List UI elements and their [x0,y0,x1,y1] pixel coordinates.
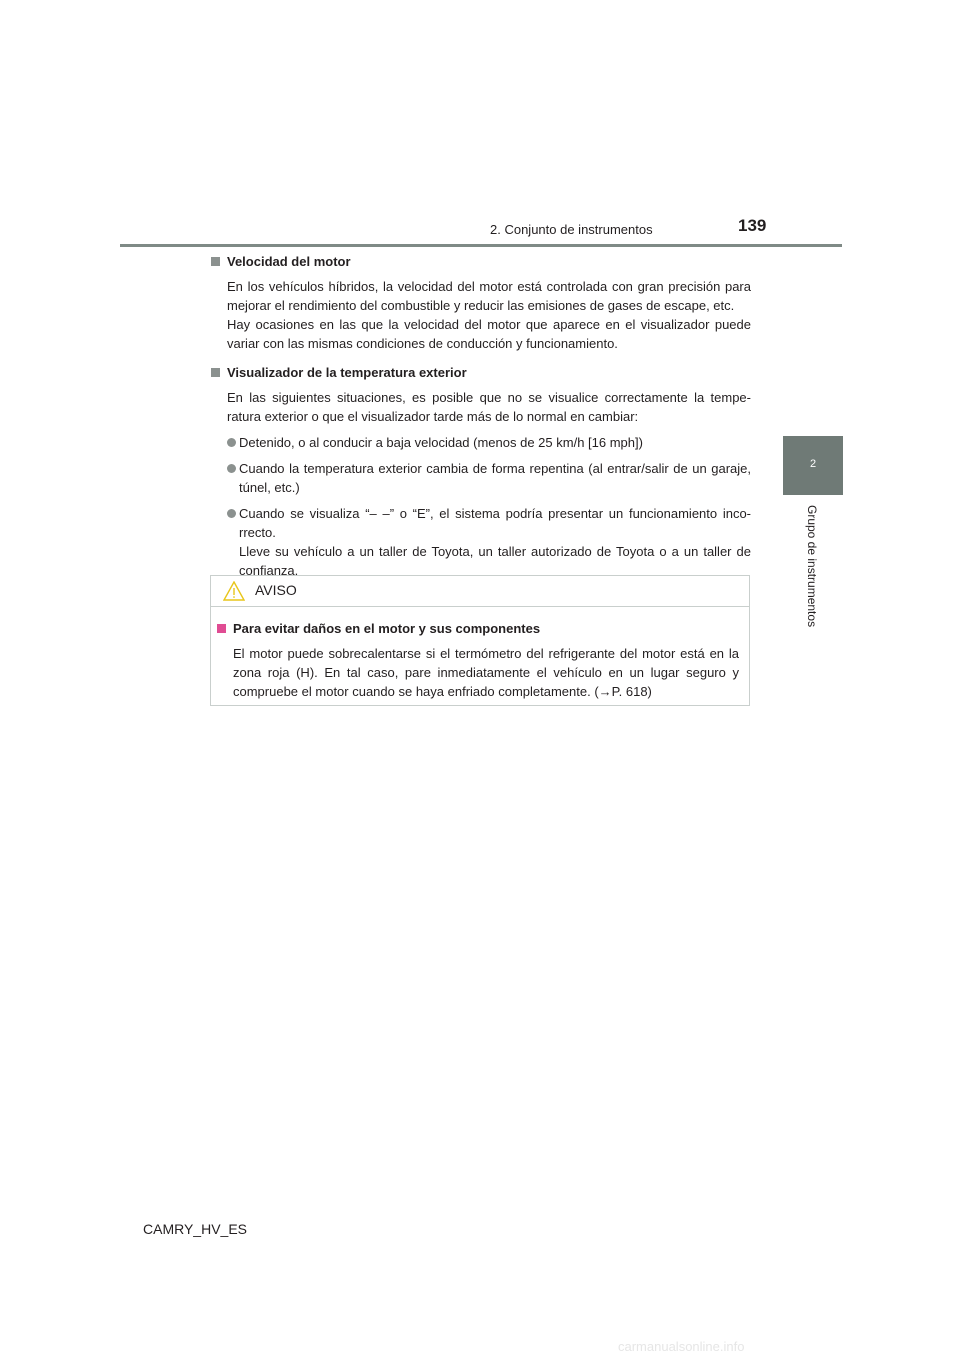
paragraph-line: Hay ocasiones en las que la velocidad del motor que aparece en el visualizador puede variar con las mismas condiciones de conducción y funcionamiento. [227,317,751,351]
watermark: carmanualsonline.info [618,1339,745,1354]
round-bullet-icon [227,464,236,473]
main-content [211,252,751,580]
warning-title: AVISO [255,582,297,598]
list-item: Cuando la temperatura exterior cambia de forma repentina (al entrar/salir de un garaje, túnel, etc.) [227,459,751,497]
engine-speed-text [227,277,751,353]
page-number: 139 [738,216,767,235]
square-bullet-icon [217,624,226,633]
warning-box [210,575,750,706]
section-title-engine-speed: Velocidad del motor [211,252,751,271]
chapter-number: 2 [809,458,817,470]
header-section-title: 2. Conjunto de instrumentos [490,222,653,237]
outside-temperature-intro: En las siguientes situaciones, es posible que no se visualice correctamente la tempe-ratura exterior o que el visualizador tarde más de lo normal en cambiar: [227,390,751,424]
square-bullet-icon [211,368,220,377]
warning-text: El motor puede sobrecalentarse si el termómetro del refrigerante del motor está en la zona roja (H). En tal caso, pare inmediatamente el vehículo en un lugar seguro y compruebe el motor cuando se haya enfriado completamente. (→P. 618) [233,646,739,699]
warning-subtitle: Para evitar daños en el motor y sus componentes [217,619,739,638]
paragraph-line: En los vehículos híbridos, la velocidad del motor está controlada con gran precisión para mejorar el rendimiento del combustible y reducir las emisiones de gases de escape, etc. [227,279,751,313]
chapter-label: Grupo de instrumentos [805,505,819,628]
section-title-outside-temperature: Visualizador de la temperatura exterior [211,363,751,382]
document-code: CAMRY_HV_ES [143,1221,248,1237]
chapter-tab [783,436,843,495]
warning-triangle-icon [223,581,245,601]
list-item: Detenido, o al conducir a baja velocidad (menos de 25 km/h [16 mph]) [227,433,751,452]
header-divider [120,244,842,247]
round-bullet-icon [227,509,236,518]
warning-header [211,576,749,607]
square-bullet-icon [211,257,220,266]
list-item: Cuando se visualiza “– –” o “E”, el sistema podría presentar un funcionamiento inco-rrecto. Lleve su vehículo a un taller de Toyota, un taller autorizado de Toyota o a un taller de confianza. [227,504,751,580]
warning-body [211,607,749,701]
round-bullet-icon [227,438,236,447]
